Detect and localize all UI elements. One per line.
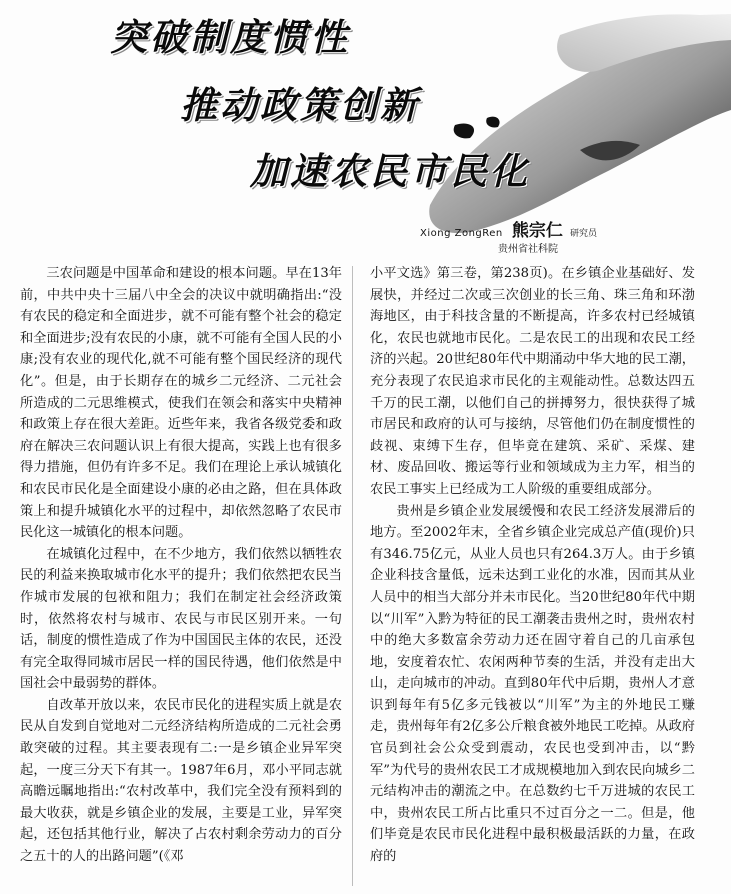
author-affiliation: 贵州省社科院 xyxy=(498,244,558,255)
paragraph: 贵州是乡镇企业发展缓慢和农民工经济发展滞后的地方。至2002年末，全省乡镇企业完成总产值(现价)只有346.75亿元，从业人员也只有264.3万人。由于乡镇企业科技含量低，远未达到工业化的水准，因而其从业人员中的相当大部分并未市民化。当20世纪80年代中期以“川军”入黔为特征的民工潮袭击贵州之时，贵州农村中的绝大多数富余劳动力还在固守着自己的几亩承包地，安度着农忙、农闲两种节奏的生活，并没有走出大山，走向城市的冲动。直到80年代中后期，贵州人才意识到每年有5亿多元钱被以“川军”为主的外地民工赚走，贵州每年有2亿多公斤粮食被外地民工吃掉。从政府官员到社会公众受到震动，农民也受到冲击，以“黔军”为代号的贵州农民工才成规模地加入到农民向城乡二元结构冲击的潮流之中。在总数约七千万进城的农民工中，贵州农民工所占比重只不过百分之一二。但是，他们毕竟是农民市民化进程中最积极最活跃的力量，在政府的 xyxy=(370,503,695,865)
paragraph: 小平文选》第三卷，第238页)。在乡镇企业基础好、发展快，并经过二次或三次创业的长三角、珠三角和环渤海地区，由于科技含量的不断提高，许多农村已经城镇化，农民也就地市民化。二是农民工的出现和农民工经济的兴起。20世纪80年代中期涌动中华大地的民工潮，充分表现了农民追求市民化的主观能动性。总数达四五千万的民工潮，以他们自己的拼搏努力，很快获得了城市居民和政府的认可与接纳，尽管他们仍在制度惯性的歧视、束缚下生存，但毕竟在建筑、采矿、采煤、建材、废品回收、搬运等行业和领域成为主力军，相当的农民工事实上已经成为工人阶级的重要组成部分。 xyxy=(370,266,695,497)
body-column-left xyxy=(20,263,342,891)
body-column-right xyxy=(370,263,695,891)
title-line-2: 推动政策创新 xyxy=(180,84,420,127)
author-name: 熊宗仁 xyxy=(511,221,563,241)
paragraph: 在城镇化过程中，在不少地方，我们依然以牺牲农民的利益来换取城市化水平的提升；我们依然把农民当作城市发展的包袱和阻力；我们在制定社会经济政策时，依然将农村与城市、农民与市民区别开来。一句话，制度的惯性造成了作为中国国民主体的农民，还没有完全取得同城市居民一样的国民待遇，他们依然是中国社会中最弱势的群体。 xyxy=(20,546,342,692)
paragraph: 自改革开放以来，农民市民化的进程实质上就是农民从自发到自觉地对二元经济结构所造成的二元社会勇敢突破的过程。其主要表现有二:一是乡镇企业异军突起，一度三分天下有其一。1987年6月，邓小平同志就高瞻远瞩地指出:“农村改革中，我们完全没有预料到的最大收获，就是乡镇企业的发展，主要是工业，异军突起，还包括其他行业，解决了占农村剩余劳动力的百分之五十的人的出路问题”(《邓 xyxy=(20,697,342,865)
author-role: 研究员 xyxy=(569,229,597,239)
title-line-3: 加速农民市民化 xyxy=(250,150,530,193)
title-line-1: 突破制度惯性 xyxy=(110,16,350,59)
author-pinyin: Xiong ZongRen xyxy=(420,228,503,239)
author-byline xyxy=(420,216,597,241)
paragraph: 三农问题是中国革命和建设的根本问题。早在13年前，中共中央十三届八中全会的决议中就明确指出:“没有农民的稳定和全面进步，就不可能有整个社会的稳定和全面进步;没有农民的小康，就不可能有全国人民的小康;没有农业的现代化,就不可能有整个国民经济的现代化”。但是，由于长期存在的城乡二元经济、二元社会所造成的二元思维模式，使我们在领会和落实中央精神和政策上存在很大差距。近些年来，我省各级党委和政府在解决三农问题认识上有很大提高，实践上也有很多得力措施，但仍有许多不足。我们在理论上承认城镇化和农民市民化是全面建设小康的必由之路，但在具体政策上和提升城镇化水平的过程中，却依然忽略了农民市民化这一城镇化的根本问题。 xyxy=(20,266,342,541)
column-divider xyxy=(352,266,353,886)
